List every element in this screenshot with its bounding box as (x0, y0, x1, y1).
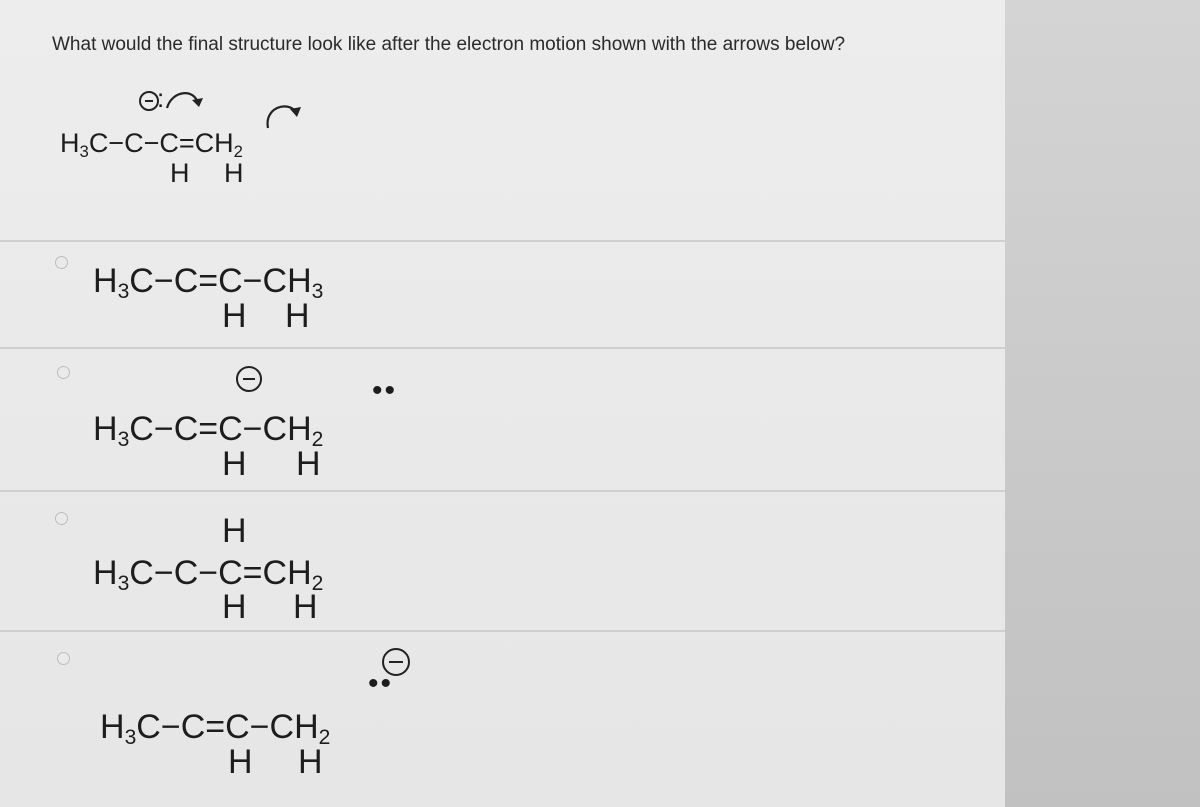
option-1-h-right: H (285, 297, 310, 335)
option-3-structure[interactable]: H3C−C−C=CH2 (93, 554, 324, 596)
option-4-lone-pair: •• (368, 667, 394, 700)
option-4-structure[interactable]: H3C−C=C−CH2 (100, 708, 331, 750)
reactant-lone-pair: : (157, 83, 167, 113)
option-2-h-left: H (222, 445, 247, 483)
divider (0, 490, 1005, 492)
reactant-h-left: H (170, 158, 190, 188)
divider (0, 240, 1005, 242)
option-2-h-right: H (296, 445, 321, 483)
reactant-structure: H3C−C−C=CH2 (60, 128, 243, 162)
option-2-radio[interactable] (57, 366, 70, 379)
option-3-radio[interactable] (55, 512, 68, 525)
negative-charge-icon (236, 366, 262, 392)
divider (0, 347, 1005, 349)
option-4-h-left: H (228, 743, 253, 781)
option-1-h-left: H (222, 297, 247, 335)
option-2-structure[interactable]: H3C−C=C−CH2 (93, 410, 324, 452)
option-4-radio[interactable] (57, 652, 70, 665)
reactant-h-right: H (224, 158, 244, 188)
arrowhead-icon (192, 98, 203, 107)
question-text: What would the final structure look like after the electron motion shown with the arrows below? (52, 34, 846, 55)
option-3-h-right: H (293, 588, 318, 626)
option-1-radio[interactable] (55, 256, 68, 269)
option-2-lone-pair: •• (372, 374, 398, 407)
divider (0, 630, 1005, 632)
option-1-structure[interactable]: H3C−C=C−CH3 (93, 262, 324, 304)
option-4-h-right: H (298, 743, 323, 781)
option-3-h-left: H (222, 588, 247, 626)
option-3-h-top: H (222, 512, 247, 550)
